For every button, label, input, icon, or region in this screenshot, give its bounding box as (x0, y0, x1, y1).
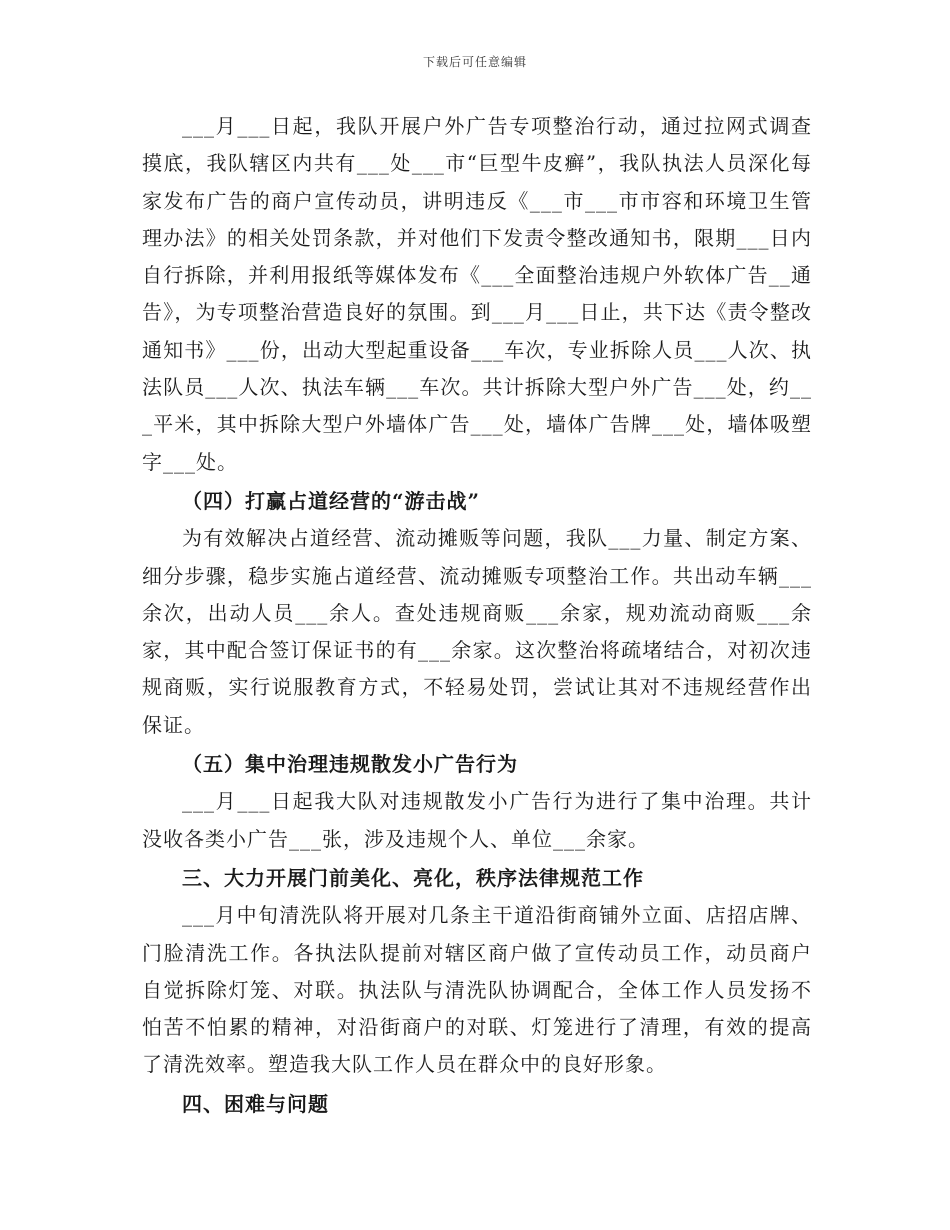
paragraph-outdoor-ad-rectification: ___月___日起，我队开展户外广告专项整治行动，通过拉网式调查摸底，我队辖区内共有___处___市“巨型牛皮癣”，我队执法人员深化每家发布广告的商户宣传动员，讲明违反《___市___市市容和环境卫生管理办法》的相关处罚条款，并对他们下发责令整改通知书，限期___日内自行拆除，并利用报纸等媒体发布《___全面整治违规户外软体广告__通告》，为专项整治营造良好的氛围。到___月___日止，共下达《责令整改通知书》___份，出动大型起重设备___车次，专业拆除人员___人次、执法队员___人次、执法车辆___车次。共计拆除大型户外广告___处，约___平米，其中拆除大型户外墙体广告___处，墙体广告牌___处，墙体吸塑字___处。 (142, 114, 812, 474)
section-heading-small-ads: （五）集中治理违规散发小广告行为 (182, 752, 518, 777)
document-body (142, 108, 812, 1123)
paragraph-street-vendors: 为有效解决占道经营、流动摊贩等问题，我队___力量、制定方案、细分步骤，稳步实施占道经营、流动摊贩专项整治工作。共出动车辆___余次，出动人员___余人。查处违规商贩___余家，规劝流动商贩___余家，其中配合签订保证书的有___余家。这次整治将疏堵结合，对初次违规商贩，实行说服教育方式，不轻易处罚，尝试让其对不违规经营作出保证。 (142, 526, 812, 737)
section-heading-street-vendors: （四）打赢占道经营的“游击战” (182, 488, 481, 513)
paragraph-storefront-cleaning: ___月中旬清洗队将开展对几条主干道沿街商铺外立面、店招店牌、门脸清洗工作。各执法队提前对辖区商户做了宣传动员工作，动员商户自觉拆除灯笼、对联。执法队与清洗队协调配合，全体工作人员发扬不怕苦不怕累的精神，对沿街商户的对联、灯笼进行了清理，有效的提高了清洗效率。塑造我大队工作人员在群众中的良好形象。 (142, 903, 812, 1077)
paragraph-small-ads: ___月___日起我大队对违规散发小广告行为进行了集中治理。共计没收各类小广告___张，涉及违规个人、单位___余家。 (142, 789, 812, 851)
page-header-note: 下载后可任意编辑 (422, 55, 527, 69)
section-heading-difficulties: 四、困难与问题 (182, 1091, 329, 1116)
section-heading-storefront: 三、大力开展门前美化、亮化，秩序法律规范工作 (182, 865, 644, 890)
